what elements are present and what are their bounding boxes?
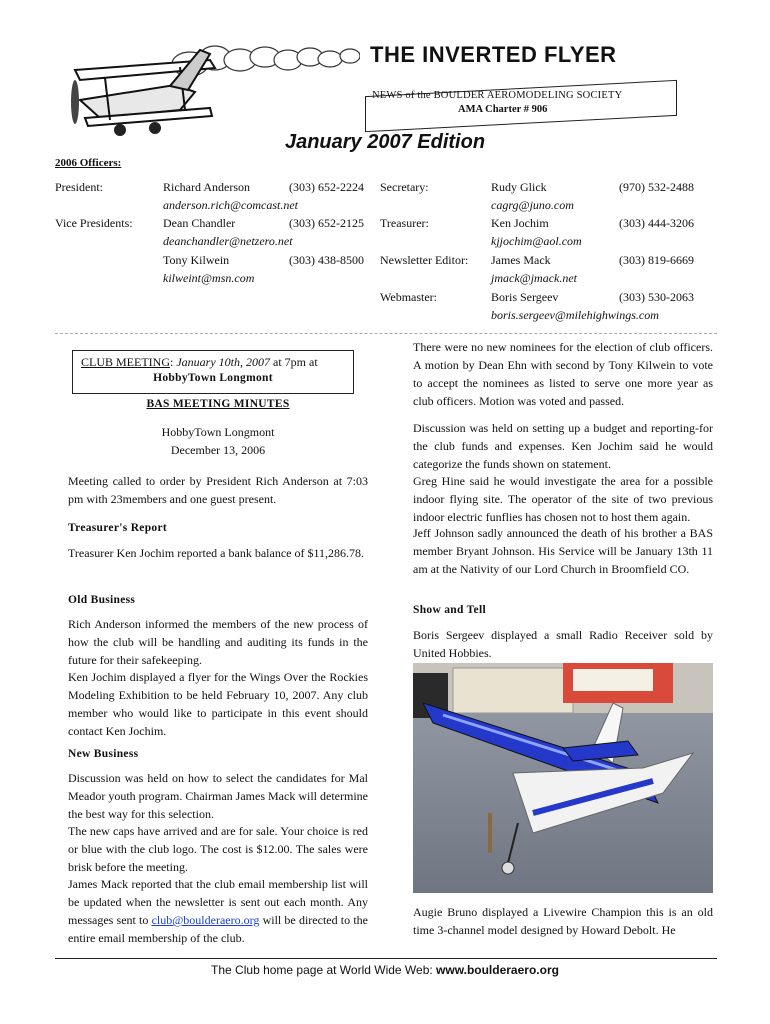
treasurer-heading: Treasurer's Report [68, 522, 167, 534]
right-p2: Discussion was held on setting up a budget and reporting-for the club funds and expenses. Ken Jochim said he would categorize the funds shown on statement. [413, 421, 713, 471]
section-divider [55, 333, 717, 334]
right-p1: There were no new nominees for the election of club officers. A motion by Dean Ehn with second by Tony Kilwein to vote to accept the nominees as listed to serve one more year as club officers. Motion was voted and passed. [413, 340, 713, 408]
meeting-line [81, 355, 318, 370]
officer-phone: (303) 444-3206 [619, 216, 694, 230]
officer-email[interactable]: deanchandler@netzero.net [163, 234, 293, 248]
officer-name: James Mack [491, 253, 551, 267]
meeting-label: CLUB MEETING [81, 355, 170, 369]
club-meeting-box [72, 350, 354, 394]
officer-role: President: [55, 180, 103, 194]
meeting-time: at 7pm at [270, 355, 318, 369]
new-business-p1: Discussion was held on how to select the candidates for Mal Meador youth program. Chairman James Mack will determine the best way for this selection. [68, 771, 368, 821]
officer-name: Ken Jochim [491, 216, 549, 230]
meeting-location: HobbyTown Longmont [153, 372, 273, 384]
old-business-heading: Old Business [68, 594, 136, 606]
officer-name: Tony Kilwein [163, 253, 230, 267]
airplane-photo-drawing [413, 663, 713, 893]
masthead [60, 30, 750, 140]
officer-role: Vice Presidents: [55, 216, 133, 230]
club-email-link[interactable]: club@boulderaero.org [151, 913, 260, 927]
officer-phone: (303) 438-8500 [289, 253, 364, 267]
edition-title: January 2007 Edition [284, 131, 486, 153]
new-business-p3-b: will be directed to the entire email membership of the club. [68, 913, 368, 945]
new-business-p2: The new caps have arrived and are for sale. Your choice is red or blue with the club logo. The cost is $12.00. The sales were brisk before the meeting. [68, 824, 368, 874]
newsletter-title: THE INVERTED FLYER [370, 42, 617, 67]
new-business-p3-a: James Mack reported that the club email membership list will be updated when the newsletter is sent out each month. Any messages sent to [68, 877, 368, 927]
officers-heading: 2006 Officers: [55, 157, 122, 169]
officer-name: Boris Sergeev [491, 290, 559, 304]
officer-phone: (303) 652-2224 [289, 180, 364, 194]
footer [0, 963, 770, 977]
minutes-date: December 13, 2006 [170, 443, 266, 457]
old-business-p2: Ken Jochim displayed a flyer for the Wings Over the Rockies Modeling Exhibition to be held February 10, 2007. Any club member who would like to participate in this event should contact Ken Jochim. [68, 670, 368, 738]
right-p4: Jeff Johnson sadly announced the death of his brother a BAS member Bryant Johnson. His Service will be January 13th 11 am at the Nativity of our Lord Church in Broomfield CO. [413, 526, 713, 576]
ama-charter: AMA Charter # 906 [458, 104, 548, 115]
officer-phone: (970) 532-2488 [619, 180, 694, 194]
newsletter-subtitle: NEWS of the BOULDER AEROMODELING SOCIETY [372, 90, 623, 101]
meeting-colon: : [170, 355, 174, 369]
minutes-intro: Meeting called to order by President Rich Anderson at 7:03 pm with 23members and one guest present. [68, 474, 368, 506]
officer-role: Treasurer: [380, 216, 429, 230]
new-business-p3 [68, 875, 368, 947]
minutes-place: HobbyTown Longmont [161, 425, 275, 439]
biplane-logo [60, 30, 360, 140]
footer-text: The Club home page at World Wide Web: [211, 963, 437, 977]
officer-phone: (303) 530-2063 [619, 290, 694, 304]
officer-email[interactable]: anderson.rich@comcast.net [163, 198, 299, 212]
meeting-date: January 10th, 2007 [176, 355, 270, 369]
officer-phone: (303) 652-2125 [289, 216, 364, 230]
footer-rule [55, 958, 717, 959]
officer-name: Dean Chandler [163, 216, 236, 230]
officer-email[interactable]: cagrg@juno.com [491, 198, 574, 212]
right-p5: Boris Sergeev displayed a small Radio Receiver sold by United Hobbies. [413, 628, 713, 660]
officer-name: Rudy Glick [491, 180, 547, 194]
officer-email[interactable]: jmack@jmack.net [491, 271, 578, 285]
officer-role: Webmaster: [380, 290, 438, 304]
officer-email[interactable]: kilweint@msn.com [163, 271, 255, 285]
new-business-heading: New Business [68, 748, 139, 760]
right-p3: Greg Hine said he would investigate the area for a possible indoor flying site. The operator of the site of two previous indoor electric funflies has chosen not to host them again. [413, 474, 713, 524]
officer-name: Richard Anderson [163, 180, 250, 194]
officer-role: Newsletter Editor: [380, 253, 469, 267]
officer-email[interactable]: kjjochim@aol.com [491, 234, 582, 248]
minutes-heading: BAS MEETING MINUTES [146, 398, 290, 410]
right-p6: Augie Bruno displayed a Livewire Champion this is an old time 3-channel model designed by Howard Debolt. He [413, 905, 713, 937]
old-business-p1: Rich Anderson informed the members of the new process of how the club will be handling and auditing its funds in the future for their safekeeping. [68, 617, 368, 667]
show-tell-heading: Show and Tell [413, 604, 486, 616]
footer-url[interactable]: www.boulderaero.org [436, 963, 559, 977]
officer-role: Secretary: [380, 180, 429, 194]
officer-phone: (303) 819-6669 [619, 253, 694, 267]
treasurer-text: Treasurer Ken Jochim reported a bank balance of $11,286.78. [68, 546, 365, 560]
officer-email[interactable]: boris.sergeev@milehighwings.com [491, 308, 659, 322]
model-airplane-photo [413, 663, 713, 893]
